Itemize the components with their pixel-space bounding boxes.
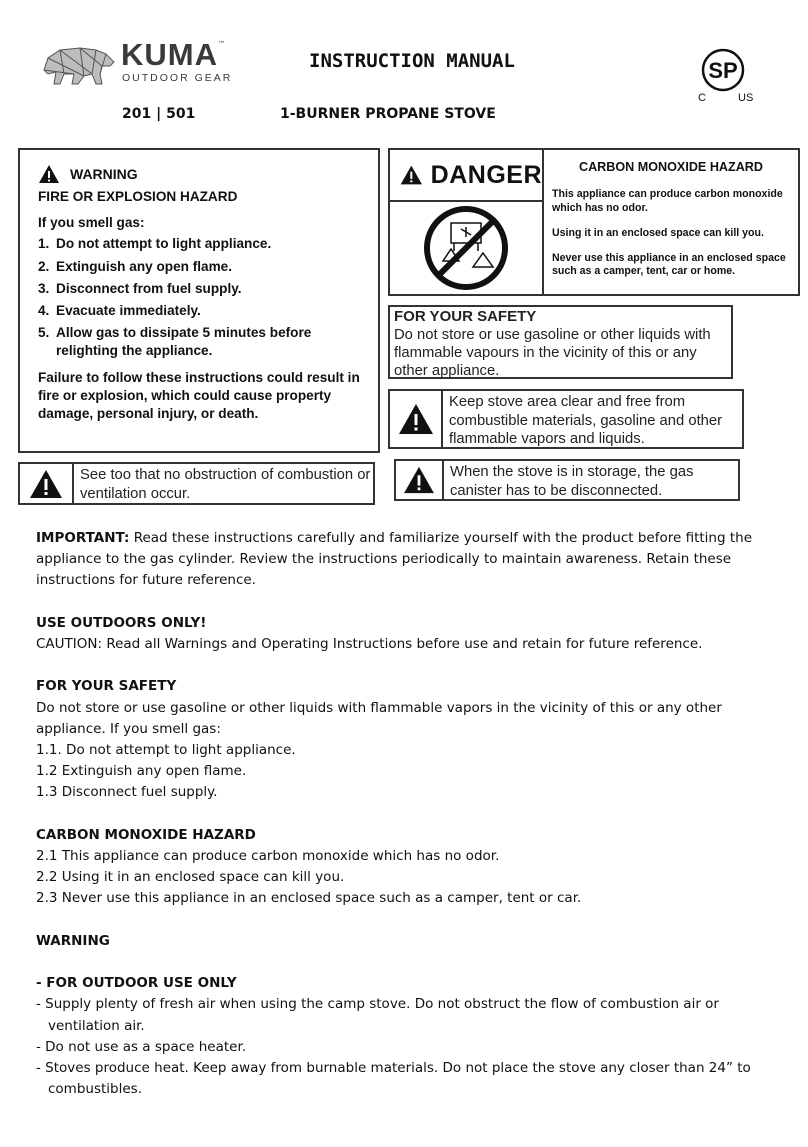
danger-line: This appliance can produce carbon monoxide which has no odor. [552,187,783,214]
danger-label: DANGER [430,160,542,189]
important-paragraph [36,528,776,592]
warning-heading: WARNING [36,932,110,949]
storage-notice [394,459,740,501]
brand-trademark: ™ [218,40,225,48]
list-item: 1.3 Disconnect fuel supply. [36,784,218,801]
list-item: 5. Allow gas to dissipate 5 minutes before relighting the appliance. [38,325,312,358]
csa-us-label: US [738,92,754,104]
csa-c-label: C [698,92,706,104]
list-item: - Supply plenty of fresh air when using the camp stove. Do not obstruct the flow of combustion air or ventilation air. [36,996,719,1034]
safety-box-text: Do not store or use gasoline or other liquids with flammable vapours in the vicinity of this or any other appliance. [394,327,711,379]
danger-line: Using it in an enclosed space can kill you. [552,226,764,239]
list-item: - Stoves produce heat. Keep away from burnable materials. Do not place the stove any closer than 24” to combustibles. [36,1060,751,1098]
danger-box [388,148,800,296]
obstruction-notice [18,462,375,505]
warning-hazard: FIRE OR EXPLOSION HAZARD [38,189,238,204]
danger-line: Never use this appliance in an enclosed space such as a camper, tent, car or home. [552,251,786,278]
list-item: 1.2 Extinguish any open flame. [36,763,247,780]
danger-label-cell [390,150,544,202]
list-item: 3. Disconnect from fuel supply. [38,280,242,296]
safety-box [388,305,733,379]
warning-triangle-icon [38,164,60,184]
list-item: 2.2 Using it in an enclosed space can kill you. [36,869,345,886]
important-label: IMPORTANT: [36,530,130,546]
clear-area-notice [388,389,744,449]
list-item: 2.3 Never use this appliance in an enclosed space such as a camper, tent or car. [36,890,582,907]
brand-name: KUMA [121,37,218,72]
csa-mark-text: SP [708,58,738,83]
co-hazard-title: CARBON MONOXIDE HAZARD [578,160,763,174]
warning-title: WARNING [70,165,138,182]
list-item: 1.1. Do not attempt to light appliance. [36,742,296,758]
body-text [36,528,776,1100]
list-item: 4. Evacuate immediately. [38,302,201,318]
bear-logo-icon [38,40,118,88]
list-item: 2.1 This appliance can produce carbon monoxide which has no odor. [36,848,500,864]
storage-text: When the stove is in storage, the gas canister has to be disconnected. [450,464,694,499]
notice-icon-cell [20,464,74,503]
clear-area-text: Keep stove area clear and free from combustible materials, gasoline and other flammable vapors and liquids. [449,394,723,447]
list-item: 1. Do not attempt to light appliance. [38,236,272,252]
warning-box [18,148,380,453]
list-item: 2. Extinguish any open flame. [38,258,232,274]
warning-triangle-icon [29,469,63,499]
warning-intro: If you smell gas: [38,214,145,230]
warning-triangle-icon [398,403,434,435]
no-enclosed-space-icon [421,205,511,291]
safety-text: Do not store or use gasoline or other liquids with flammable vapors in the vicinity of this or any other appliance. If you smell gas: [36,699,722,737]
important-text: Read these instructions carefully and familiarize yourself with the product before fitting the appliance to the gas cylinder. Review the instructions periodically to maintain awareness. Retain these instructions for future reference. [36,530,752,589]
danger-triangle-icon [400,160,423,190]
warning-triangle-icon [403,466,435,494]
danger-pictogram-cell [390,202,544,294]
list-item: - Do not use as a space heater. [36,1038,247,1055]
outdoors-heading: USE OUTDOORS ONLY! [36,614,207,631]
manual-title: INSTRUCTION MANUAL [309,50,515,72]
danger-text-cell [544,150,798,294]
product-name: 1-BURNER PROPANE STOVE [280,106,496,122]
warning-list [38,235,378,359]
brand-subtitle: OUTDOOR GEAR [122,72,233,84]
outdoor-use-heading: - FOR OUTDOOR USE ONLY [36,975,237,992]
safety-heading: FOR YOUR SAFETY [36,678,177,695]
model-numbers: 201 | 501 [122,106,196,122]
caution-text: CAUTION: Read all Warnings and Operating Instructions before use and retain for future reference. [36,636,703,652]
safety-box-title: FOR YOUR SAFETY [394,308,537,325]
notice-icon-cell [390,391,443,447]
co-heading: CARBON MONOXIDE HAZARD [36,826,256,843]
warning-failure-text: Failure to follow these instructions could result in fire or explosion, which could cause property damage, personal injury, or death. [38,370,360,421]
notice-icon-cell [396,461,444,499]
obstruction-text: See too that no obstruction of combustion or ventilation occur. [80,467,371,502]
